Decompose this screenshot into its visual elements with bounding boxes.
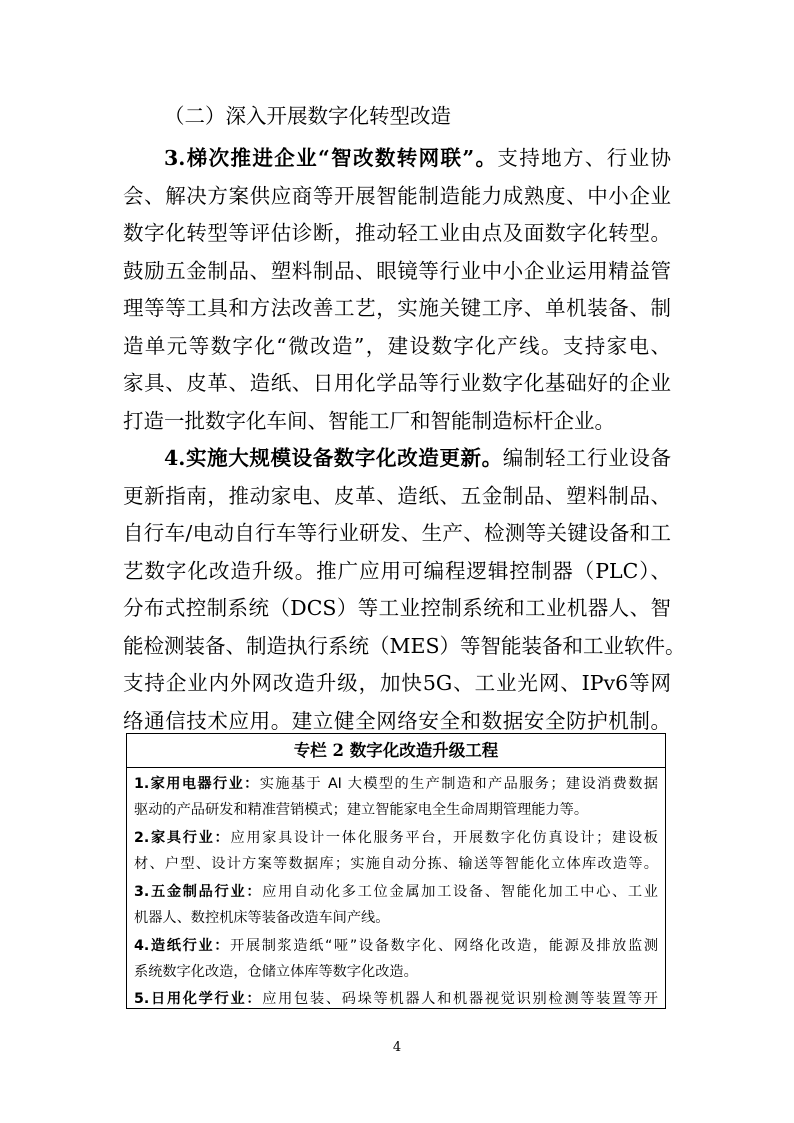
box-item-line: 系统数字化改造，仓储立体库等数字化改造。 xyxy=(134,964,418,980)
box-item-text: 开展制浆造纸“哑”设备数字化、网络化改造，能源及排放监测 xyxy=(230,938,659,954)
page-number: 4 xyxy=(392,1040,402,1055)
para4-line: 自行车/电动自行车等行业研发、生产、检测等关键设备和工 xyxy=(123,521,671,545)
para4-line: 能检测装备、制造执行系统（MES）等智能装备和工业软件。 xyxy=(123,634,686,658)
box-item-text: 应用家具设计一体化服务平台，开展数字化仿真设计；建设板 xyxy=(230,830,658,846)
feature-box xyxy=(126,733,666,1009)
box-item-lead: 2.家具行业： xyxy=(134,830,231,846)
para3-lead: 3.梯次推进企业“智改数转网联”。 xyxy=(164,146,498,170)
box-item-lead: 5.日用化学行业： xyxy=(134,991,263,1007)
para3-line: 理等等工具和方法改善工艺，实施关键工序、单机装备、制 xyxy=(123,296,671,320)
box-item-line xyxy=(134,882,658,902)
box-item-line xyxy=(134,774,658,794)
box-item-line xyxy=(134,936,658,956)
box-item-lead: 3.五金制品行业： xyxy=(134,884,263,900)
para3-line: 鼓励五金制品、塑料制品、眼镜等行业中小企业运用精益管 xyxy=(123,259,671,283)
para4-line: 支持企业内外网改造升级，加快5G、工业光网、IPv6等网 xyxy=(123,671,671,695)
para4-lead: 4.实施大规模设备数字化改造更新。 xyxy=(164,446,503,470)
box-item-line: 驱动的产品研发和精准营销模式；建立智能家电全生命周期管理能力等。 xyxy=(134,802,589,818)
box-title: 专栏 2 数字化改造升级工程 xyxy=(127,734,665,768)
para4-line: 络通信技术应用。建立健全网络安全和数据安全防护机制。 xyxy=(123,709,671,733)
para3-line: 造单元等数字化“微改造”，建设数字化产线。支持家电、 xyxy=(123,334,671,358)
para4-line: 艺数字化改造升级。推广应用可编程逻辑控制器（PLC）、 xyxy=(123,559,671,583)
para4-line: 更新指南，推动家电、皮革、造纸、五金制品、塑料制品、 xyxy=(123,484,671,508)
para4-line: 分布式控制系统（DCS）等工业控制系统和工业机器人、智 xyxy=(123,596,671,620)
para3-first-rest: 支持地方、行业协 xyxy=(497,146,672,170)
box-item-text: 应用包装、码垛等机器人和机器视觉识别检测等装置等开 xyxy=(262,991,658,1007)
box-item-line: 材、户型、设计方案等数据库；实施自动分拣、输送等智能化立体库改造等。 xyxy=(134,856,658,872)
box-item-line xyxy=(134,828,658,848)
section-heading: （二）深入开展数字化转型改造 xyxy=(164,104,451,128)
para3-line: 数字化转型等评估诊断，推动轻工业由点及面数字化转型。 xyxy=(123,221,671,245)
para3-line: 会、解决方案供应商等开展智能制造能力成熟度、中小企业 xyxy=(123,184,671,208)
box-item-line: 机器人、数控机床等装备改造车间产线。 xyxy=(134,910,390,926)
box-item-lead: 4.造纸行业： xyxy=(134,938,231,954)
box-item-lead: 1.家用电器行业： xyxy=(134,776,260,792)
box-item-line xyxy=(134,989,658,1009)
box-item-text: 应用自动化多工位金属加工设备、智能化加工中心、工业 xyxy=(262,884,658,900)
para3-line: 家具、皮革、造纸、日用化学品等行业数字化基础好的企业 xyxy=(123,371,671,395)
box-item-text: 实施基于 AI 大模型的生产制造和产品服务；建设消费数据 xyxy=(259,776,658,792)
para3-line: 打造一批数字化车间、智能工厂和智能制造标杆企业。 xyxy=(123,409,615,433)
para3-first-line xyxy=(164,146,671,170)
para4-first-line xyxy=(164,446,671,470)
para4-first-rest: 编制轻工行业设备 xyxy=(502,446,672,470)
